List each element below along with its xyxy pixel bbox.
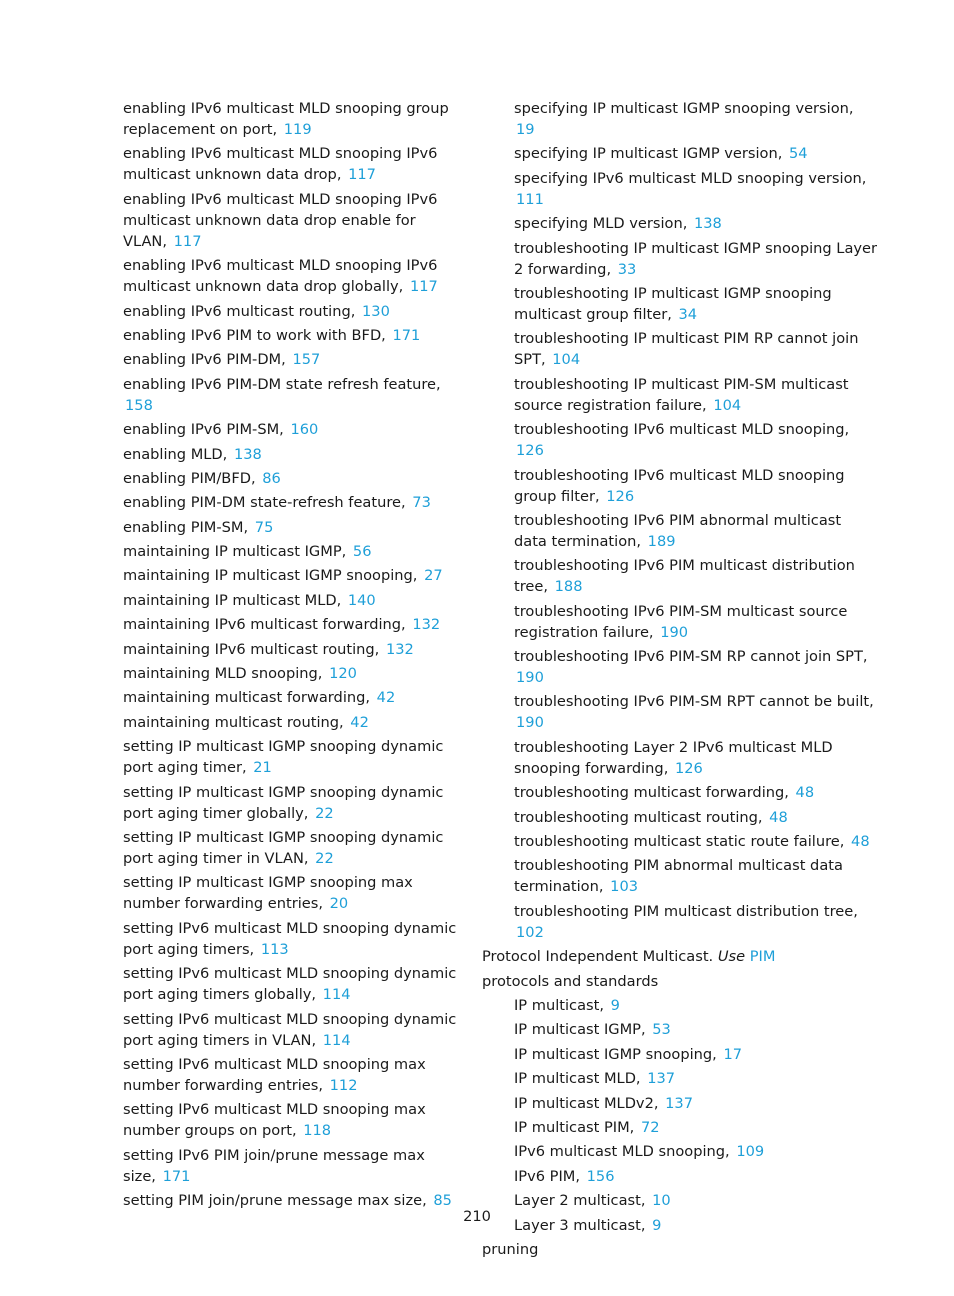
index-entry (482, 283, 877, 325)
index-entry (482, 831, 877, 852)
index-entry (482, 737, 877, 779)
page-reference-link[interactable]: 48 (795, 784, 815, 802)
index-entry-text: troubleshooting multicast forwarding, (514, 784, 789, 802)
index-entry-text: IP multicast MLD, (514, 1070, 641, 1088)
page-reference-link[interactable]: 117 (348, 166, 376, 184)
index-entry-text: setting PIM join/prune message max size, (123, 1192, 427, 1210)
index-entry-text: setting IP multicast IGMP snooping dynamic port aging timer, (123, 738, 444, 777)
page-reference-link[interactable]: 117 (409, 278, 438, 296)
index-entry-text: troubleshooting IP multicast IGMP snooping multicast group filter, (514, 284, 832, 323)
page-reference-link[interactable]: 19 (516, 121, 535, 138)
page-reference-link[interactable]: 130 (362, 302, 390, 320)
index-entry (482, 995, 877, 1016)
index-entry (123, 639, 458, 660)
index-entry (123, 1054, 458, 1096)
page-reference-link[interactable]: 157 (292, 351, 321, 369)
index-entry-text: setting IP multicast IGMP snooping max number forwarding entries, (123, 874, 413, 913)
index-entry (482, 855, 877, 897)
page-reference-link[interactable]: 126 (674, 759, 703, 777)
page-reference-link[interactable]: 22 (315, 804, 334, 822)
index-entry (482, 168, 877, 210)
index-entry (482, 1093, 877, 1114)
index-entry (123, 918, 458, 960)
index-entry-text: maintaining MLD snooping, (123, 665, 323, 683)
page-reference-link[interactable]: 119 (283, 121, 312, 138)
index-entry-text: IP multicast PIM, (514, 1118, 635, 1136)
page-reference-link[interactable]: 53 (652, 1021, 671, 1039)
index-entry (482, 1117, 877, 1138)
index-entry-text: troubleshooting IPv6 PIM-SM multicast source registration failure, (514, 602, 848, 641)
page-reference-link[interactable]: 104 (713, 396, 742, 414)
index-entry-text: setting IPv6 multicast MLD snooping max number forwarding entries, (123, 1055, 426, 1094)
index-entry (123, 419, 458, 440)
page-number: 210 (463, 1208, 491, 1225)
index-entry (123, 872, 458, 914)
index-entry (482, 1141, 877, 1162)
cross-reference-link[interactable]: PIM (749, 948, 776, 966)
index-entry-text: troubleshooting multicast static route failure, (514, 833, 845, 851)
page-reference-link[interactable]: 190 (516, 669, 544, 687)
page-reference-link[interactable]: 113 (260, 940, 289, 958)
index-entry (123, 541, 458, 562)
index-entry (123, 349, 458, 370)
index-entry (482, 238, 877, 280)
index-entry (123, 663, 458, 684)
page-reference-link[interactable]: 140 (347, 591, 376, 609)
index-entry-text: troubleshooting IP multicast PIM RP cannot join SPT, (514, 330, 859, 369)
index-entry (123, 963, 458, 1005)
page-reference-link[interactable]: 190 (516, 714, 544, 732)
index-entry-text: specifying IP multicast IGMP version, (514, 145, 783, 163)
index-entry-text: IP multicast MLDv2, (514, 1094, 659, 1112)
index-entry-text: Protocol Independent Multicast. (482, 948, 714, 966)
index-entry-text: enabling IPv6 PIM to work with BFD, (123, 326, 386, 344)
page-reference-link[interactable]: 190 (660, 623, 689, 641)
page-reference-link[interactable]: 27 (424, 567, 443, 585)
index-entry (482, 646, 877, 688)
index-entry-text: troubleshooting IPv6 multicast MLD snooping, (514, 421, 850, 439)
index-entry-text: maintaining IP multicast IGMP snooping, (123, 567, 418, 585)
index-entry (123, 98, 458, 140)
index-entry (123, 374, 458, 416)
page-reference-link[interactable]: 156 (586, 1167, 615, 1185)
index-entry-text: troubleshooting IP multicast PIM-SM multicast source registration failure, (514, 375, 849, 414)
index-entry (482, 143, 877, 164)
index-entry-text: maintaining IP multicast IGMP, (123, 543, 347, 561)
page-reference-link[interactable]: 114 (322, 1031, 351, 1049)
page-reference-link[interactable]: 189 (647, 532, 676, 550)
page-reference-link[interactable]: 137 (647, 1070, 676, 1088)
index-entry (123, 687, 458, 708)
index-entry-text: enabling IPv6 multicast MLD snooping IPv6 multicast unknown data drop, (123, 145, 438, 184)
index-entry-text: troubleshooting Layer 2 IPv6 multicast MLD snooping forwarding, (514, 738, 833, 777)
index-entry (482, 782, 877, 803)
page-reference-link[interactable]: 85 (433, 1192, 452, 1210)
index-entry-text: enabling MLD, (123, 445, 228, 463)
index-entry-text: specifying IPv6 multicast MLD snooping version, (514, 169, 867, 187)
page-reference-link[interactable]: 112 (329, 1076, 358, 1094)
page-reference-link[interactable]: 48 (769, 808, 788, 826)
index-entry (123, 590, 458, 611)
index-entry-text: maintaining IP multicast MLD, (123, 591, 342, 609)
page-reference-link[interactable]: 73 (412, 494, 431, 512)
index-entry-text: enabling IPv6 PIM-DM state refresh feature, (123, 375, 441, 393)
index-entry-text: specifying MLD version, (514, 215, 688, 233)
page-reference-link[interactable]: 126 (606, 487, 635, 505)
page-reference-link[interactable]: 118 (303, 1122, 332, 1140)
index-entry-text: maintaining multicast forwarding, (123, 689, 371, 707)
page-reference-link[interactable]: 54 (789, 145, 808, 163)
page-reference-link[interactable]: 17 (723, 1045, 743, 1063)
index-entry-text: enabling IPv6 multicast MLD snooping group replacement on port, (123, 100, 449, 138)
page-reference-link[interactable]: 132 (385, 640, 414, 658)
index-entry-text: troubleshooting multicast routing, (514, 808, 763, 826)
index-heading-protocols: protocols and standards (482, 972, 659, 990)
page-reference-link[interactable]: 42 (376, 689, 396, 707)
index-entry-text: enabling PIM-SM, (123, 518, 249, 536)
index-entry-text: IPv6 multicast MLD snooping, (514, 1143, 730, 1161)
page-reference-link[interactable]: 86 (262, 469, 281, 487)
index-entry (123, 325, 458, 346)
page-reference-link[interactable]: 72 (640, 1118, 660, 1136)
index-left-column (123, 98, 458, 1215)
page-reference-link[interactable]: 114 (322, 986, 351, 1004)
index-entry-text: setting IPv6 multicast MLD snooping max number groups on port, (123, 1101, 426, 1140)
page-reference-link[interactable]: 137 (665, 1094, 693, 1112)
page-reference-link[interactable]: 109 (736, 1143, 765, 1161)
index-entry (123, 1009, 458, 1051)
page-reference-link[interactable]: 138 (693, 215, 722, 233)
index-entry (123, 782, 458, 824)
index-entry (123, 189, 458, 252)
index-entry-text: setting IP multicast IGMP snooping dynamic port aging timer in VLAN, (123, 828, 444, 867)
index-entry (482, 213, 877, 234)
index-entry-text: troubleshooting IPv6 PIM multicast distribution tree, (514, 557, 855, 596)
index-entry-text: enabling IPv6 multicast MLD snooping IPv6 multicast unknown data drop globally, (123, 257, 438, 296)
page-reference-link[interactable]: 103 (610, 878, 639, 896)
index-entry-text: troubleshooting PIM abnormal multicast data termination, (514, 857, 843, 896)
index-entry-text: enabling IPv6 PIM-SM, (123, 421, 284, 439)
index-entry-text: Layer 2 multicast, (514, 1192, 646, 1210)
index-entry (123, 468, 458, 489)
page-reference-link[interactable]: 117 (173, 232, 202, 250)
index-entry-text: enabling IPv6 multicast MLD snooping IPv6 multicast unknown data drop enable for VLAN, (123, 190, 438, 250)
index-entry (482, 419, 877, 461)
page-reference-link[interactable]: 9 (652, 1216, 662, 1234)
index-entry (123, 614, 458, 635)
index-entry-text: troubleshooting IPv6 PIM-SM RPT cannot be built, (514, 693, 874, 711)
index-entry (482, 1019, 877, 1040)
index-entry (123, 736, 458, 778)
index-entry-text: setting IPv6 PIM join/prune message max size, (123, 1146, 425, 1185)
page-reference-link[interactable]: 188 (554, 578, 583, 596)
index-entry (482, 374, 877, 416)
index-entry-text: setting IPv6 multicast MLD snooping dynamic port aging timers in VLAN, (123, 1010, 457, 1049)
index-entry (123, 492, 458, 513)
index-entry (123, 444, 458, 465)
index-entry-text: Layer 3 multicast, (514, 1216, 646, 1234)
index-entry (482, 601, 877, 643)
page-reference-link[interactable]: 56 (352, 543, 372, 561)
index-entry (123, 301, 458, 322)
index-entry (123, 517, 458, 538)
index-entry (482, 510, 877, 552)
index-entry-text: setting IPv6 multicast MLD snooping dynamic port aging timers, (123, 919, 457, 958)
index-entry-text: IP multicast, (514, 996, 604, 1014)
index-entry-text: maintaining multicast routing, (123, 713, 344, 731)
index-entry (123, 1145, 458, 1187)
index-entry-text: IP multicast IGMP snooping, (514, 1045, 717, 1063)
index-entry (482, 901, 877, 943)
page-reference-link[interactable]: 42 (350, 713, 369, 731)
page-reference-link[interactable]: 102 (516, 923, 544, 941)
index-entry-text: enabling IPv6 PIM-DM, (123, 351, 286, 369)
index-entry-text: troubleshooting PIM multicast distribution tree, (514, 902, 858, 920)
page-reference-link[interactable]: 22 (315, 849, 334, 867)
index-entry-text: specifying IP multicast IGMP snooping version, (514, 100, 854, 117)
index-entry-text: troubleshooting IPv6 PIM abnormal multicast data termination, (514, 511, 842, 550)
page-reference-link[interactable]: 10 (652, 1192, 671, 1210)
index-entry-text: enabling PIM/BFD, (123, 469, 256, 487)
index-right-column (482, 98, 877, 1263)
index-entry (482, 555, 877, 597)
index-entry (482, 465, 877, 507)
index-entry-text: IP multicast IGMP, (514, 1021, 646, 1039)
page-reference-link[interactable]: 138 (233, 445, 262, 463)
page-reference-link[interactable]: 126 (516, 442, 544, 460)
see-label: Use (717, 948, 746, 966)
page-reference-link[interactable]: 111 (516, 190, 544, 208)
page-reference-link[interactable]: 34 (678, 305, 698, 323)
index-entry (123, 143, 458, 185)
page-reference-link[interactable]: 33 (617, 260, 637, 278)
index-entry (482, 1068, 877, 1089)
index-entry-text: troubleshooting IP multicast IGMP snooping Layer 2 forwarding, (514, 239, 877, 278)
index-entry-text: troubleshooting IPv6 PIM-SM RP cannot join SPT, (514, 648, 868, 666)
index-entry-text: maintaining IPv6 multicast routing, (123, 640, 380, 658)
page-reference-link[interactable]: 171 (162, 1167, 191, 1185)
index-entry (482, 1044, 877, 1065)
index-entry (123, 255, 458, 297)
index-entry-text: setting IP multicast IGMP snooping dynamic port aging timer globally, (123, 783, 444, 822)
index-entry (482, 691, 877, 733)
page-reference-link[interactable]: 9 (610, 996, 620, 1014)
index-entry (123, 712, 458, 733)
index-heading-pruning: pruning (482, 1240, 539, 1258)
page-reference-link[interactable]: 48 (851, 833, 870, 851)
index-entry (123, 827, 458, 869)
page-reference-link[interactable]: 75 (254, 518, 274, 536)
page-reference-link[interactable]: 120 (329, 665, 357, 683)
index-entry (482, 98, 877, 140)
index-entry-text: maintaining IPv6 multicast forwarding, (123, 616, 406, 634)
page-reference-link[interactable]: 158 (125, 396, 153, 414)
index-entry-text: enabling PIM-DM state-refresh feature, (123, 494, 406, 512)
index-entry (123, 1099, 458, 1141)
see-reference-entry (482, 946, 877, 967)
index-entry-text: enabling IPv6 multicast routing, (123, 302, 356, 320)
page-reference-link[interactable]: 20 (329, 895, 349, 913)
index-entry-text: troubleshooting IPv6 multicast MLD snooping group filter, (514, 466, 845, 505)
page-reference-link[interactable]: 171 (392, 326, 421, 344)
index-entry-text: IPv6 PIM, (514, 1167, 580, 1185)
page-reference-link[interactable]: 132 (412, 616, 441, 634)
index-entry (482, 328, 877, 370)
page-reference-link[interactable]: 104 (552, 351, 581, 369)
index-entry (123, 565, 458, 586)
index-entry (482, 1166, 877, 1187)
index-entry-text: setting IPv6 multicast MLD snooping dynamic port aging timers globally, (123, 965, 457, 1004)
page-reference-link[interactable]: 21 (253, 759, 272, 777)
page-reference-link[interactable]: 160 (290, 421, 319, 439)
index-entry (482, 807, 877, 828)
